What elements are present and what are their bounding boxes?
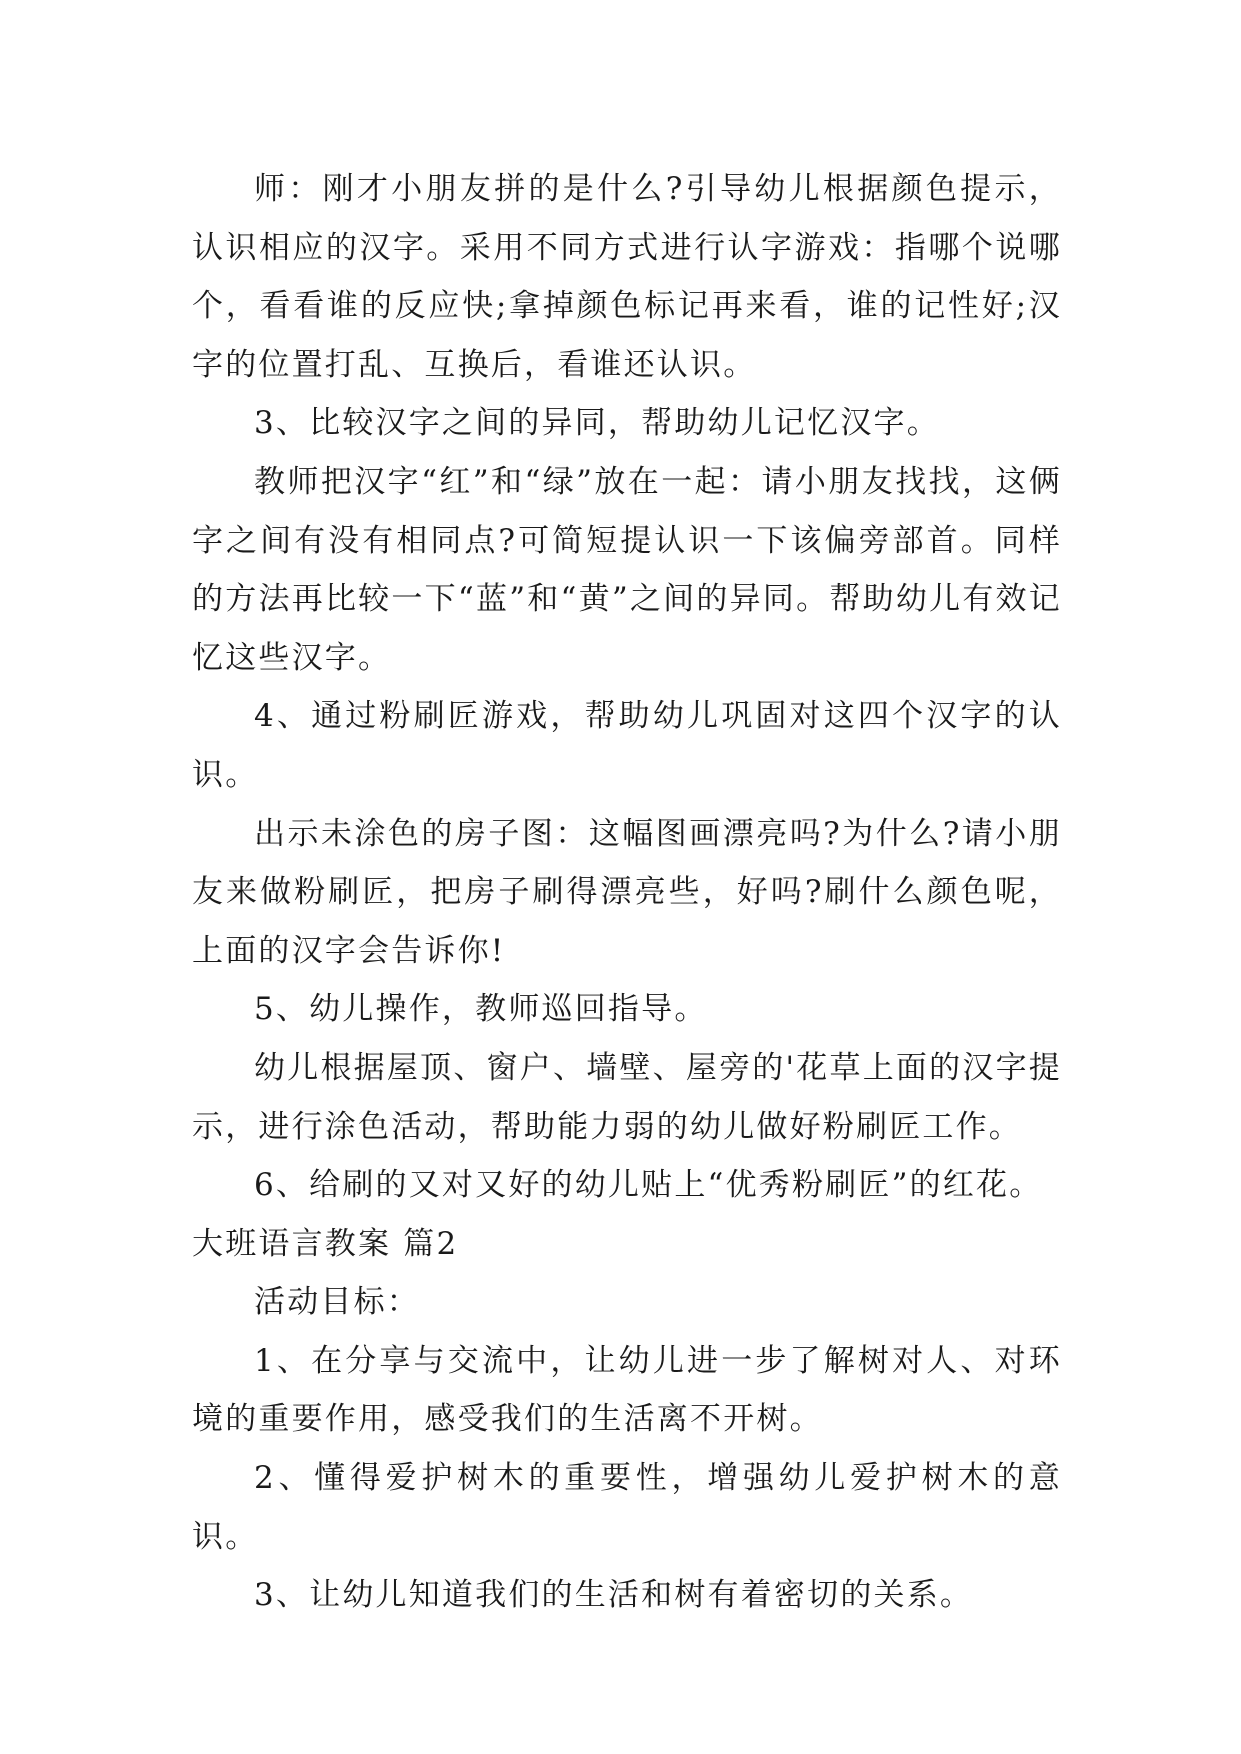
paragraph-step-6: 6、给刷的又对又好的幼儿贴上“优秀粉刷匠”的红花。 <box>254 1167 1043 1204</box>
paragraph-step-4: 4、通过粉刷匠游戏，帮助幼儿巩固对这四个汉字的认识。 <box>192 698 1062 793</box>
paragraph-step-3: 3、比较汉字之间的异同，帮助幼儿记忆汉字。 <box>254 405 940 442</box>
paragraph-activity-goals: 活动目标： <box>254 1284 420 1321</box>
paragraph-compare-characters: 教师把汉字“红”和“绿”放在一起：请小朋友找找，这俩字之间有没有相同点?可简短提认识一下该偏旁部首。同样的方法再比较一下“蓝”和“黄”之间的异同。帮助幼儿有效记忆这些汉字。 <box>192 463 1062 676</box>
paragraph-teacher-question: 师：刚才小朋友拼的是什么?引导幼儿根据颜色提示，认识相应的汉字。采用不同方式进行认字游戏：指哪个说哪个，看看谁的反应快;拿掉颜色标记再来看，谁的记性好;汉字的位置打乱、互换后，看谁还认识。 <box>192 171 1062 383</box>
paragraph-coloring-activity: 幼儿根据屋顶、窗户、墙壁、屋旁的'花草上面的汉字提示，进行涂色活动，帮助能力弱的幼儿做好粉刷匠工作。 <box>192 1049 1062 1145</box>
paragraph-house-picture: 出示未涂色的房子图：这幅图画漂亮吗?为什么?请小朋友来做粉刷匠，把房子刷得漂亮些，好吗?刷什么颜色呢，上面的汉字会告诉你! <box>192 815 1062 969</box>
paragraph-goal-1: 1、在分享与交流中，让幼儿进一步了解树对人、对环境的重要作用，感受我们的生活离不开树。 <box>192 1342 1062 1438</box>
paragraph-step-5: 5、幼儿操作，教师巡回指导。 <box>254 991 708 1028</box>
section-heading: 大班语言教案 篇2 <box>192 1225 459 1262</box>
paragraph-goal-2: 2、懂得爱护树木的重要性，增强幼儿爱护树木的意识。 <box>192 1460 1062 1555</box>
document-body <box>192 160 1062 1625</box>
paragraph-goal-3: 3、让幼儿知道我们的生活和树有着密切的关系。 <box>254 1577 974 1614</box>
